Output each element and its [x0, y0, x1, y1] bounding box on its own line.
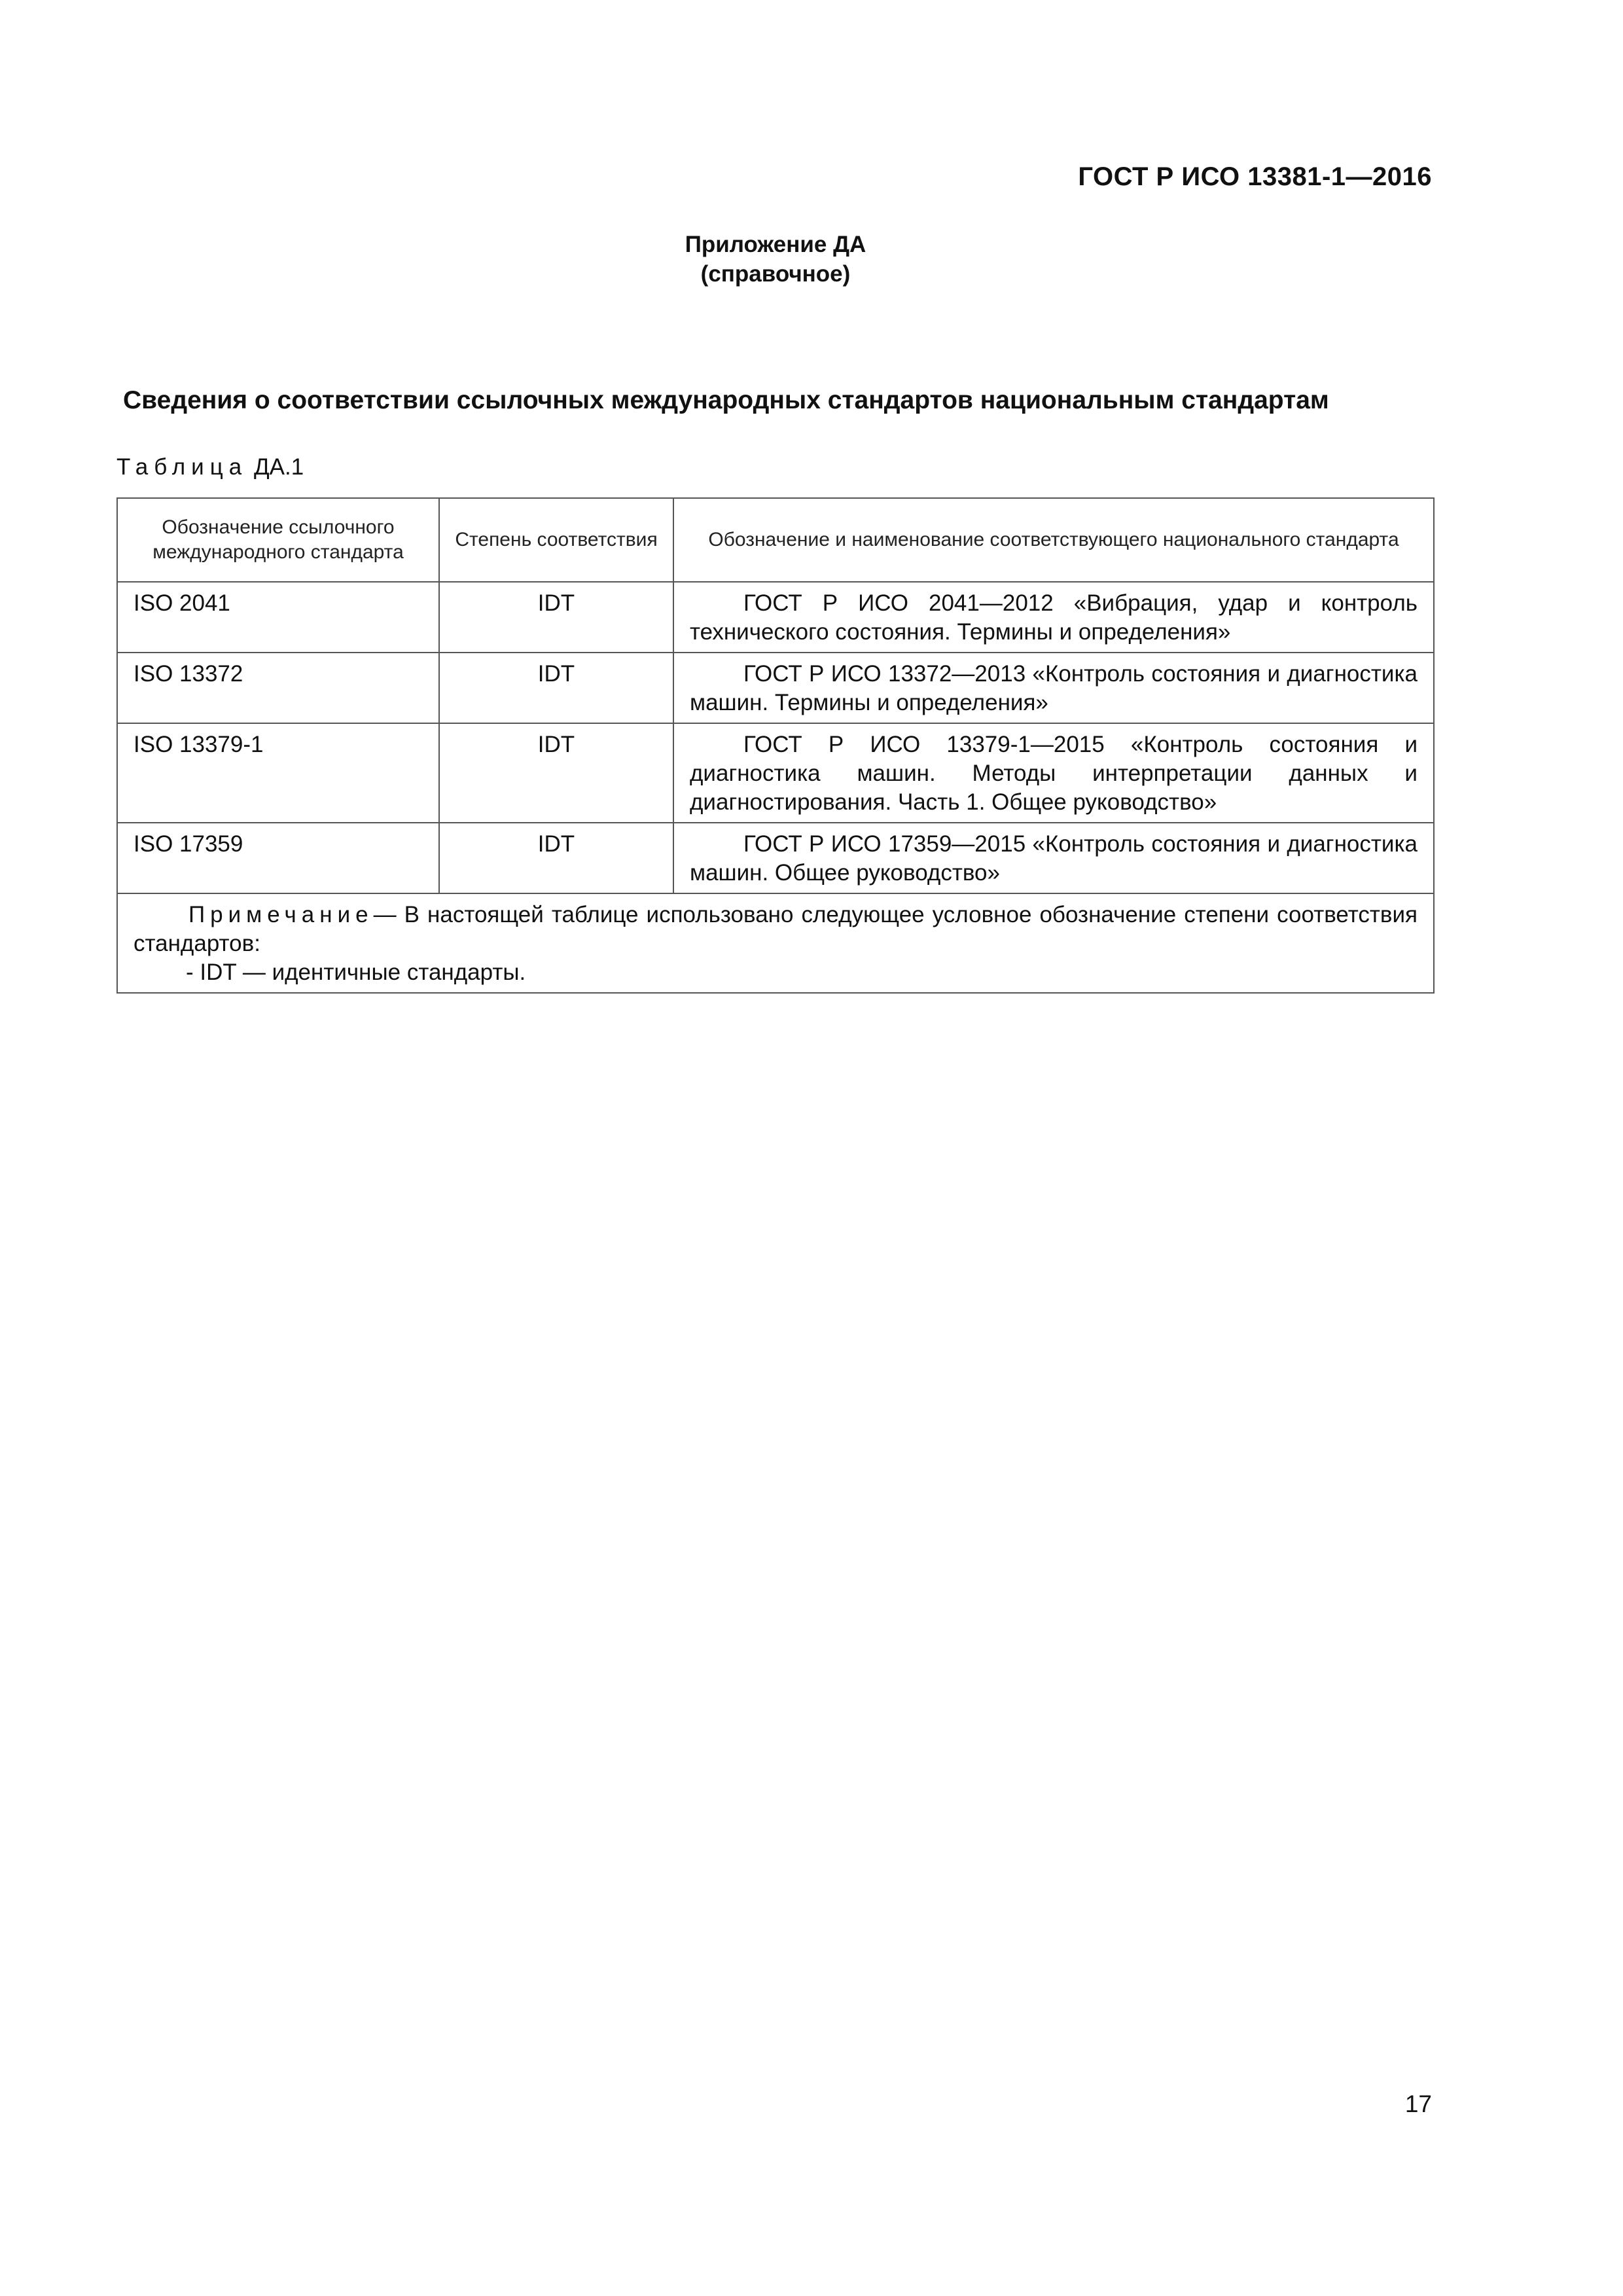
- table-caption: [116, 454, 304, 480]
- appendix-type: (справочное): [700, 261, 851, 287]
- cell-degree: IDT: [439, 582, 673, 653]
- cell-degree: IDT: [439, 653, 673, 723]
- cell-degree: IDT: [439, 723, 673, 823]
- table-row: [117, 653, 1434, 723]
- cell-international-code: ISO 2041: [117, 582, 439, 653]
- column-header-national: Обозначение и наименование соответствующего национального стандарта: [673, 498, 1434, 582]
- table-row: [117, 582, 1434, 653]
- table-caption-label: Таблица: [116, 454, 248, 480]
- cell-national-standard: ГОСТ Р ИСО 17359—2015 «Контроль состояния и диагностика машин. Общее руководство»: [673, 823, 1434, 893]
- cell-international-code: ISO 13372: [117, 653, 439, 723]
- appendix-title: Приложение ДА: [685, 232, 866, 257]
- cell-international-code: ISO 13379-1: [117, 723, 439, 823]
- table-row: [117, 723, 1434, 823]
- cell-degree: IDT: [439, 823, 673, 893]
- note-label: Примечание: [188, 902, 374, 927]
- cell-national-standard: ГОСТ Р ИСО 13379-1—2015 «Контроль состояния и диагностика машин. Методы интерпретации данных и диагностирования. Часть 1. Общее руководство»: [673, 723, 1434, 823]
- table-header-row: [117, 498, 1434, 582]
- page-number: 17: [1404, 2090, 1432, 2117]
- document-code: ГОСТ Р ИСО 13381-1—2016: [1078, 162, 1432, 191]
- note-list-item: - IDT — идентичные стандарты.: [186, 960, 526, 985]
- column-header-international: Обозначение ссылочного международного стандарта: [117, 498, 439, 582]
- table-note: [117, 893, 1434, 993]
- cell-national-standard: ГОСТ Р ИСО 2041—2012 «Вибрация, удар и контроль технического состояния. Термины и определения»: [673, 582, 1434, 653]
- section-heading: Сведения о соответствии ссылочных международных стандартов национальным стандартам: [123, 386, 1329, 414]
- table-note-row: [117, 893, 1434, 993]
- cell-national-standard: ГОСТ Р ИСО 13372—2013 «Контроль состояния и диагностика машин. Термины и определения»: [673, 653, 1434, 723]
- note-text: [134, 901, 1418, 958]
- table-row: [117, 823, 1434, 893]
- standards-table: [116, 497, 1435, 994]
- table-caption-number: ДА.1: [253, 454, 304, 480]
- note-body: — В настоящей таблице использовано следующее условное обозначение степени соответствия стандартов:: [134, 902, 1418, 956]
- cell-international-code: ISO 17359: [117, 823, 439, 893]
- column-header-degree: Степень соответствия: [439, 498, 673, 582]
